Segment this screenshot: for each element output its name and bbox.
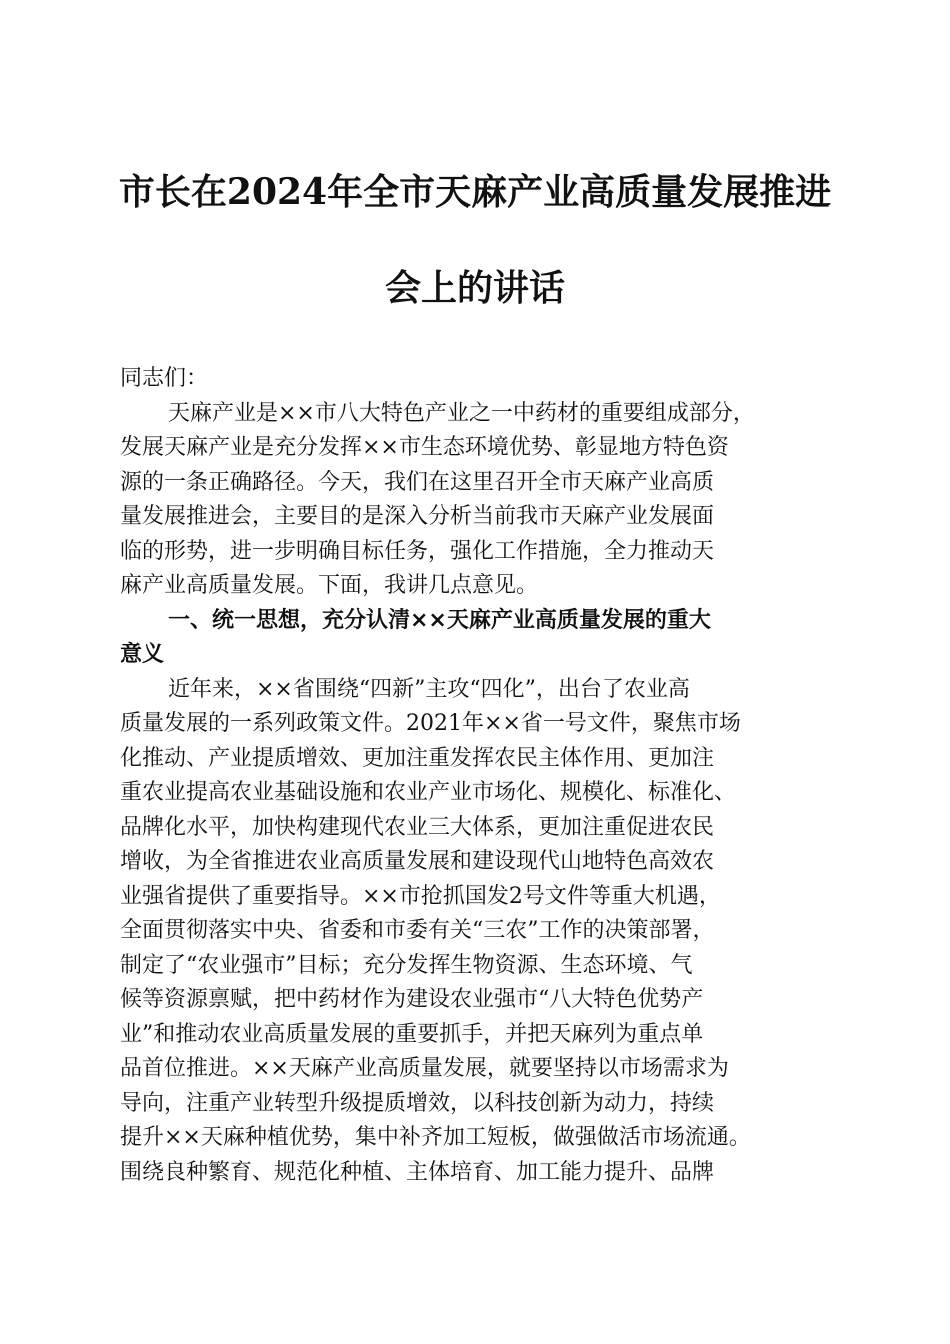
- body-line: 发展天麻产业是充分发挥××市生态环境优势、彰显地方特色资: [120, 435, 729, 460]
- section-heading: 一、统一思想，充分认清××天麻产业高质量发展的重大: [168, 607, 711, 633]
- body-line: 候等资源禀赋，把中药材作为建设农业强市“八大特色优势产: [120, 987, 704, 1012]
- body-line: 源的一条正确路径。今天，我们在这里召开全市天麻产业高质: [120, 469, 715, 495]
- body-line: 品牌化水平，加快构建现代农业三大体系，更加注重促进农民: [120, 814, 715, 840]
- body-line: 麻产业高质量发展。下面，我讲几点意见。: [120, 573, 539, 598]
- body-line: 导向，注重产业转型升级提质增效，以科技创新为动力，持续: [120, 1090, 715, 1116]
- body-line: 量发展推进会，主要目的是深入分析当前我市天麻产业发展面: [120, 504, 715, 529]
- body-line: 提升××天麻种植优势，集中补齐加工短板，做强做活市场流通。: [120, 1125, 751, 1150]
- document-body: [120, 362, 840, 1190]
- body-line: 临的形势，进一步明确目标任务，强化工作措施，全力推动天: [120, 538, 715, 564]
- document-title-line-1: 市长在2024年全市天麻产业高质量发展推进: [118, 171, 832, 213]
- section-heading-continued: 意义: [120, 642, 165, 667]
- body-line: 重农业提高农业基础设施和农业产业市场化、规模化、标准化、: [120, 780, 737, 805]
- body-line: 全面贯彻落实中央、省委和市委有关“三农”工作的决策部署，: [120, 918, 715, 943]
- body-line: 天麻产业是××市八大特色产业之一中药材的重要组成部分，: [168, 400, 755, 426]
- body-line: 质量发展的一系列政策文件。2021年××省一号文件，聚焦市场: [120, 711, 741, 736]
- document-title-line-2: 会上的讲话: [384, 267, 565, 309]
- body-line: 制定了“农业强市”目标；充分发挥生物资源、生态环境、气: [120, 952, 693, 978]
- body-line: 业强省提供了重要指导。××市抢抓国发2号文件等重大机遇，: [120, 883, 721, 909]
- body-line: 近年来，××省围绕“四新”主攻“四化”，出台了农业高: [168, 676, 690, 702]
- salutation: 同志们：: [120, 366, 209, 391]
- body-line: 化推动、产业提质增效、更加注重发挥农民主体作用、更加注: [120, 745, 715, 771]
- body-line: 围绕良种繁育、规范化种植、主体培育、加工能力提升、品牌: [120, 1159, 715, 1185]
- body-line: 品首位推进。××天麻产业高质量发展，就要坚持以市场需求为: [120, 1056, 729, 1081]
- body-line: 业”和推动农业高质量发展的重要抓手，并把天麻列为重点单: [120, 1021, 704, 1047]
- body-line: 增收，为全省推进农业高质量发展和建设现代山地特色高效农: [120, 849, 715, 874]
